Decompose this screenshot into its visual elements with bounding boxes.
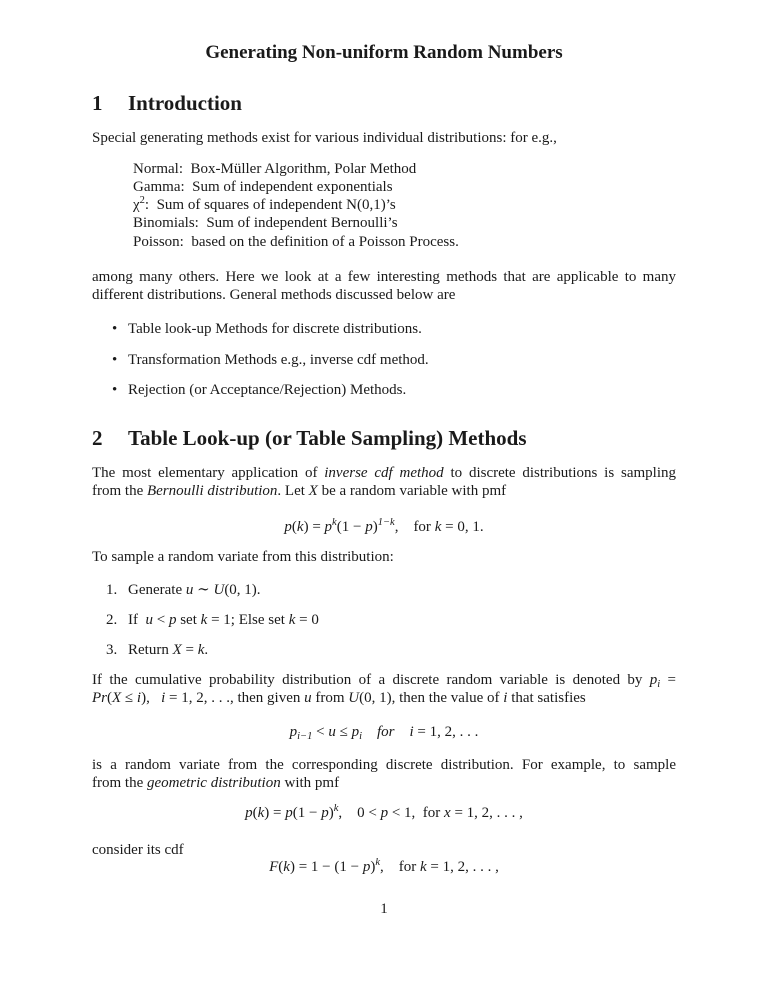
text-run: consider its cdf (92, 842, 184, 858)
math-run: p (351, 724, 360, 740)
math-run: i (359, 731, 362, 742)
text-run: ), (141, 690, 162, 706)
math-run: p (245, 805, 253, 821)
math-run: 2 (139, 195, 145, 206)
math-run: k (333, 803, 339, 814)
text-run: = 0 (295, 612, 319, 628)
math-run: u (145, 612, 153, 628)
text-run: Poisson: based on the definition of a Poisson Process. (133, 234, 459, 250)
method-normal (133, 160, 717, 178)
step-text (128, 581, 676, 599)
text-run: ) (328, 805, 334, 821)
math-run: x (444, 805, 451, 821)
math-run: p (649, 672, 658, 688)
text-run: ( (291, 519, 297, 535)
math-run: X (308, 483, 318, 499)
text-run: set (176, 612, 201, 628)
math-run: p (168, 612, 177, 628)
math-run: u (185, 582, 194, 598)
math-run: u (304, 690, 312, 706)
math-run: Pr (92, 690, 107, 706)
math-run: i (657, 679, 661, 690)
math-run: p (362, 859, 371, 875)
math-run: p (324, 519, 333, 535)
math-run: X (112, 690, 122, 706)
equation-geometric-pmf (0, 804, 768, 822)
math-run: X (172, 642, 182, 658)
math-run: k (375, 857, 380, 868)
math-run: p (365, 519, 373, 535)
text-run: from the (92, 483, 147, 499)
text-run: The most elementary application of (92, 465, 325, 481)
paragraph-line (92, 671, 676, 689)
text-run: with pmf (280, 775, 340, 791)
math-run: Bernoulli distribution (146, 483, 278, 499)
text-run: = 1, 2, . . . , (450, 805, 523, 821)
text-run: = 1, 2, . . ., then given (165, 690, 305, 706)
paragraph-line (92, 756, 676, 774)
math-run: i (409, 724, 414, 740)
bullet-item: Table look-up Methods for discrete distributions. (128, 321, 422, 337)
math-run: U (348, 690, 360, 706)
math-run: for (376, 724, 395, 740)
bullet-icon: • (112, 352, 118, 368)
bullet-icon: • (112, 382, 118, 398)
math-run: k (296, 519, 304, 535)
text-run: ) (370, 859, 376, 875)
section-title: Table Look-up (or Table Sampling) Methods (128, 426, 527, 450)
text-run: < (312, 724, 329, 740)
text-run: , for (394, 519, 435, 535)
text-run: (0, 1), then the value of (359, 690, 504, 706)
math-run: k (332, 517, 337, 528)
text-run: = 1, 2, . . . (413, 724, 479, 740)
step-number: 3. (106, 642, 118, 658)
text-run: ( (252, 805, 258, 821)
text-run: Normal: Box-Müller Algorithm, Polar Method (133, 161, 417, 177)
math-run: p (289, 724, 298, 740)
text-run: < (153, 612, 169, 628)
text-run: different distributions. General methods discussed below are (92, 287, 456, 303)
section-title: Introduction (128, 91, 242, 115)
text-run: = 1; Else set (207, 612, 289, 628)
text-run: ) = 1 − (1 − (289, 859, 363, 875)
math-run: inverse cdf method (324, 465, 444, 481)
paragraph-line (92, 268, 676, 286)
text-run: Gamma: Sum of independent exponentials (133, 179, 393, 195)
text-run: to discrete distributions is sampling (443, 465, 676, 481)
section-number: 2 (92, 426, 103, 450)
paragraph-line (92, 286, 676, 304)
text-run: < 1, for (388, 805, 445, 821)
math-run: p (380, 805, 389, 821)
text-run: = (660, 672, 677, 688)
step-number: 1. (106, 582, 118, 598)
text-run: . (204, 642, 209, 658)
text-run: : Sum of squares of independent N(0,1)’s (144, 197, 396, 213)
text-run: (1 − (336, 519, 366, 535)
text-run: = 1, 2, . . . , (426, 859, 499, 875)
math-run: geometric distribution (146, 775, 281, 791)
math-run: k (197, 642, 205, 658)
paragraph-line (92, 482, 676, 500)
text-run (395, 724, 410, 740)
paragraph-line (92, 774, 676, 792)
math-run: k (257, 805, 265, 821)
method-binomial (133, 214, 717, 232)
text-run: from (311, 690, 349, 706)
text-run: ≤ (335, 724, 352, 740)
text-run: . Let (277, 483, 309, 499)
math-run: k (434, 519, 442, 535)
text-run: Generate (128, 582, 186, 598)
math-run: F (269, 859, 279, 875)
text-run: that satisfies (507, 690, 586, 706)
section-number: 1 (92, 91, 103, 115)
bullet-item: Transformation Methods e.g., inverse cdf method. (128, 352, 429, 368)
text-run: Special generating methods exist for various individual distributions: for e.g., (92, 130, 557, 146)
text-run: ( (107, 690, 112, 706)
math-run: p (285, 805, 293, 821)
text-run: ( (278, 859, 284, 875)
step-text (128, 641, 676, 659)
text-run: Binomials: Sum of independent Bernoulli’s (133, 215, 398, 231)
math-run: 1−k (377, 517, 395, 528)
text-run: If the cumulative probability distribution of a discrete random variable is denoted by (92, 672, 650, 688)
math-run: i (136, 690, 142, 706)
page-number: 1 (380, 901, 388, 917)
method-poisson (133, 233, 717, 251)
text-run: from the (92, 775, 147, 791)
math-run: p (321, 805, 329, 821)
paragraph-line (92, 464, 676, 482)
text-run: = (181, 642, 198, 658)
math-run: k (283, 859, 290, 875)
text-run: ∼ (193, 582, 214, 598)
math-run: i (503, 690, 508, 706)
text-run: ≤ (121, 690, 137, 706)
text-run: If (128, 612, 146, 628)
text-run: among many others. Here we look at a few interesting methods that are applicable to many (92, 269, 676, 285)
bullet-icon: • (112, 321, 118, 337)
equation-geometric-cdf (0, 858, 768, 876)
section-heading-introduction (92, 90, 242, 116)
text-run: be a random variable with pmf (317, 483, 507, 499)
math-run: i (161, 690, 166, 706)
paragraph-line (92, 689, 676, 707)
math-run: k (200, 612, 208, 628)
text-run: ) = (303, 519, 325, 535)
text-run: ) = (264, 805, 286, 821)
text-run: To sample a random variate from this distribution: (92, 549, 394, 565)
paragraph-line (92, 548, 676, 566)
text-run (362, 724, 377, 740)
text-run: , 0 < (338, 805, 381, 821)
text-run: ) (372, 519, 378, 535)
math-run: U (213, 582, 225, 598)
intro-paragraph (92, 129, 676, 147)
step-text (128, 611, 676, 629)
step-number: 2. (106, 612, 118, 628)
math-run: k (288, 612, 296, 628)
section-heading-table-lookup (92, 425, 527, 451)
math-run: i−1 (297, 731, 313, 742)
text-run: Return (128, 642, 173, 658)
text-run: χ (133, 197, 140, 213)
paragraph-line (92, 841, 676, 859)
equation-inverse-cdf (0, 723, 768, 741)
text-run: (0, 1). (224, 582, 261, 598)
equation-bernoulli-pmf (0, 518, 768, 536)
text-run: , for (380, 859, 420, 875)
math-run: u (328, 724, 336, 740)
text-run: (1 − (292, 805, 322, 821)
text-run: = 0, 1. (441, 519, 484, 535)
method-gamma (133, 178, 717, 196)
method-chi-squared (133, 196, 717, 214)
document-title: Generating Non-uniform Random Numbers (205, 42, 563, 63)
text-run: is a random variate from the corresponding discrete distribution. For example, to sample (92, 757, 676, 773)
bullet-item: Rejection (or Acceptance/Rejection) Methods. (128, 382, 407, 398)
math-run: p (284, 519, 292, 535)
math-run: k (420, 859, 427, 875)
